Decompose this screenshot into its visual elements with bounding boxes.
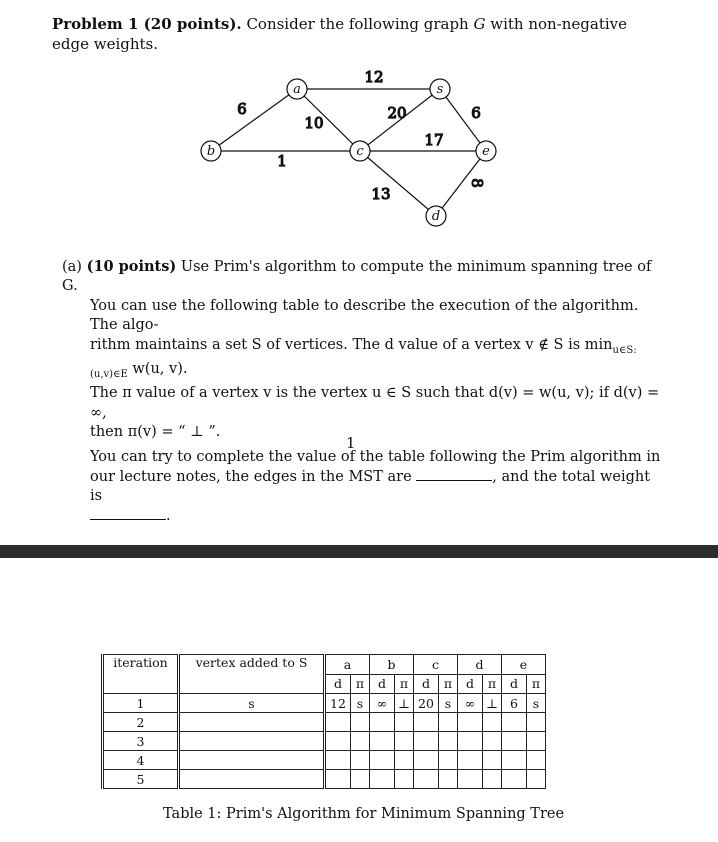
cell-pi-e[interactable]: s <box>527 694 546 713</box>
total-weight-blank[interactable] <box>90 507 166 520</box>
cell-vertex-added[interactable] <box>179 732 325 751</box>
part-a-p2-line-3 <box>90 507 662 526</box>
part-a-line-2: You can use the following table to describe the execution of the algorithm. The algo- <box>90 297 639 334</box>
cell-d-e[interactable]: 6 <box>502 694 527 713</box>
cell-d-a[interactable]: 12 <box>325 694 351 713</box>
edge-weight-b-a: 9 <box>237 99 247 117</box>
edge-weight-d-e: 8 <box>468 178 486 188</box>
cell-pi-e[interactable] <box>527 732 546 751</box>
svg-text:c: c <box>356 144 364 159</box>
part-a <box>62 257 662 526</box>
edge-weight-s-e: 6 <box>471 104 481 122</box>
cell-d-e[interactable] <box>502 732 527 751</box>
cell-d-c[interactable]: 20 <box>414 694 439 713</box>
header-vertex-a: a <box>325 655 370 675</box>
part-a-line-3-end: w(u, v). <box>127 360 188 377</box>
cell-pi-a[interactable] <box>351 751 370 770</box>
cell-pi-b[interactable] <box>395 751 414 770</box>
svg-text:s: s <box>436 82 444 97</box>
node-s <box>430 79 450 99</box>
svg-text:b: b <box>206 144 216 159</box>
edge-weight-b-c: 1 <box>277 152 287 170</box>
problem-statement <box>52 14 662 54</box>
svg-text:a: a <box>293 82 301 97</box>
part-a-line-3-sub: u∈S:(u,v)∈E <box>90 344 637 380</box>
cell-pi-a[interactable] <box>351 732 370 751</box>
part-a-line-5: then π(v) = “ ⊥ ”. <box>90 424 221 441</box>
node-e <box>476 141 496 161</box>
subheader-pi-d: π <box>483 674 502 694</box>
header-vertex-b: b <box>370 655 414 675</box>
subheader-pi-e: π <box>527 674 546 694</box>
part-a-paragraph-2 <box>62 448 662 526</box>
cell-d-b[interactable]: ∞ <box>370 694 395 713</box>
cell-pi-d[interactable] <box>483 713 502 732</box>
cell-pi-a[interactable] <box>351 713 370 732</box>
cell-pi-e[interactable] <box>527 713 546 732</box>
subheader-d-d: d <box>458 674 483 694</box>
cell-pi-c[interactable]: s <box>439 694 458 713</box>
cell-pi-d[interactable]: ⊥ <box>483 694 502 713</box>
graph-diagram <box>190 70 510 235</box>
cell-vertex-added[interactable] <box>179 751 325 770</box>
cell-d-d[interactable] <box>458 713 483 732</box>
part-a-p2-line-2a: our lecture notes, the edges in the MST are <box>90 468 417 485</box>
edge-weight-a-c: 10 <box>304 114 324 132</box>
svg-text:e: e <box>482 144 490 159</box>
cell-d-a[interactable] <box>325 770 351 789</box>
part-a-line-3-text: rithm maintains a set S of vertices. The d value of a vertex v ∉ S is min <box>90 336 613 353</box>
part-a-p2-line-2 <box>90 468 662 507</box>
cell-vertex-added[interactable] <box>179 713 325 732</box>
part-a-paragraph-1 <box>62 257 662 442</box>
cell-pi-a[interactable] <box>351 770 370 789</box>
edge-c-d <box>360 151 436 216</box>
node-c <box>350 141 370 161</box>
cell-d-a[interactable] <box>325 732 351 751</box>
part-a-points: (10 points) <box>86 258 177 275</box>
edge-weight-c-d: 13 <box>371 185 391 203</box>
cell-d-c[interactable] <box>414 770 439 789</box>
cell-iteration: 3 <box>103 732 179 751</box>
part-a-p2-period: . <box>166 507 171 524</box>
cell-d-b[interactable] <box>370 770 395 789</box>
cell-pi-c[interactable] <box>439 713 458 732</box>
edge-weight-c-e: 17 <box>424 131 444 149</box>
edge-weight-c-s: 20 <box>387 104 407 122</box>
cell-d-d[interactable]: ∞ <box>458 694 483 713</box>
problem-text-2: with non-negative edge weights. <box>52 15 628 53</box>
cell-pi-d[interactable] <box>483 732 502 751</box>
table-row <box>103 694 546 713</box>
cell-pi-b[interactable]: ⊥ <box>395 694 414 713</box>
subheader-d-e: d <box>502 674 527 694</box>
cell-d-d[interactable] <box>458 751 483 770</box>
graph-symbol: G <box>473 15 486 33</box>
cell-pi-b[interactable] <box>395 770 414 789</box>
cell-d-e[interactable] <box>502 770 527 789</box>
cell-d-c[interactable] <box>414 751 439 770</box>
table-row <box>103 713 546 732</box>
cell-pi-b[interactable] <box>395 732 414 751</box>
subheader-d-a: d <box>325 674 351 694</box>
mst-edges-blank[interactable] <box>416 468 492 481</box>
cell-pi-c[interactable] <box>439 732 458 751</box>
cell-d-a[interactable] <box>325 713 351 732</box>
subheader-pi-a: π <box>351 674 370 694</box>
cell-vertex-added[interactable]: s <box>179 694 325 713</box>
header-iteration: iteration <box>103 655 179 694</box>
node-d <box>426 206 446 226</box>
cell-d-a[interactable] <box>325 751 351 770</box>
table-caption: Table 1: Prim's Algorithm for Minimum Spanning Tree <box>163 806 565 822</box>
table-header-row-1 <box>103 655 546 675</box>
part-a-line-3 <box>62 336 662 385</box>
problem-label: Problem 1 (20 points). <box>52 15 242 33</box>
cell-pi-d[interactable] <box>483 751 502 770</box>
part-a-line-4: The π value of a vertex v is the vertex u ∈ S such that d(v) = w(u, v); if d(v) = ∞, <box>90 385 660 421</box>
page-number: 1 <box>346 434 356 452</box>
subheader-d-b: d <box>370 674 395 694</box>
cell-pi-e[interactable] <box>527 770 546 789</box>
subheader-d-c: d <box>414 674 439 694</box>
cell-d-e[interactable] <box>502 751 527 770</box>
cell-d-e[interactable] <box>502 713 527 732</box>
part-a-p2-line-1: You can try to complete the value of the table following the Prim algorithm in <box>90 449 661 466</box>
cell-d-b[interactable] <box>370 751 395 770</box>
node-a <box>287 79 307 99</box>
subheader-pi-b: π <box>395 674 414 694</box>
part-a-label: (a) <box>62 259 82 275</box>
cell-d-b[interactable] <box>370 732 395 751</box>
cell-d-c[interactable] <box>414 732 439 751</box>
part-a-line-1: Use Prim's algorithm to compute the minimum spanning tree of G. <box>62 259 652 295</box>
node-b <box>201 141 221 161</box>
table-row <box>103 751 546 770</box>
cell-d-b[interactable] <box>370 713 395 732</box>
header-vertex-d: d <box>458 655 502 675</box>
cell-d-d[interactable] <box>458 732 483 751</box>
header-vertex-e: e <box>502 655 546 675</box>
prim-table <box>101 654 546 789</box>
cell-iteration: 5 <box>103 770 179 789</box>
table-row <box>103 732 546 751</box>
cell-d-c[interactable] <box>414 713 439 732</box>
header-vertex-c: c <box>414 655 458 675</box>
table-row <box>103 770 546 789</box>
cell-pi-d[interactable] <box>483 770 502 789</box>
problem-text-1: Consider the following graph <box>246 15 474 33</box>
subheader-pi-c: π <box>439 674 458 694</box>
cell-pi-a[interactable]: s <box>351 694 370 713</box>
cell-d-d[interactable] <box>458 770 483 789</box>
cell-iteration: 2 <box>103 713 179 732</box>
cell-iteration: 4 <box>103 751 179 770</box>
edge-b-a <box>211 89 297 151</box>
edge-weight-a-s: 12 <box>364 70 384 86</box>
page-divider <box>0 545 718 558</box>
cell-pi-c[interactable] <box>439 751 458 770</box>
cell-pi-e[interactable] <box>527 751 546 770</box>
cell-pi-b[interactable] <box>395 713 414 732</box>
part-a-p2-line-2b: , and the total weight is <box>90 468 651 505</box>
cell-pi-c[interactable] <box>439 770 458 789</box>
cell-vertex-added[interactable] <box>179 770 325 789</box>
header-vertex-added: vertex added to S <box>179 655 325 694</box>
svg-text:d: d <box>431 209 441 224</box>
cell-iteration: 1 <box>103 694 179 713</box>
